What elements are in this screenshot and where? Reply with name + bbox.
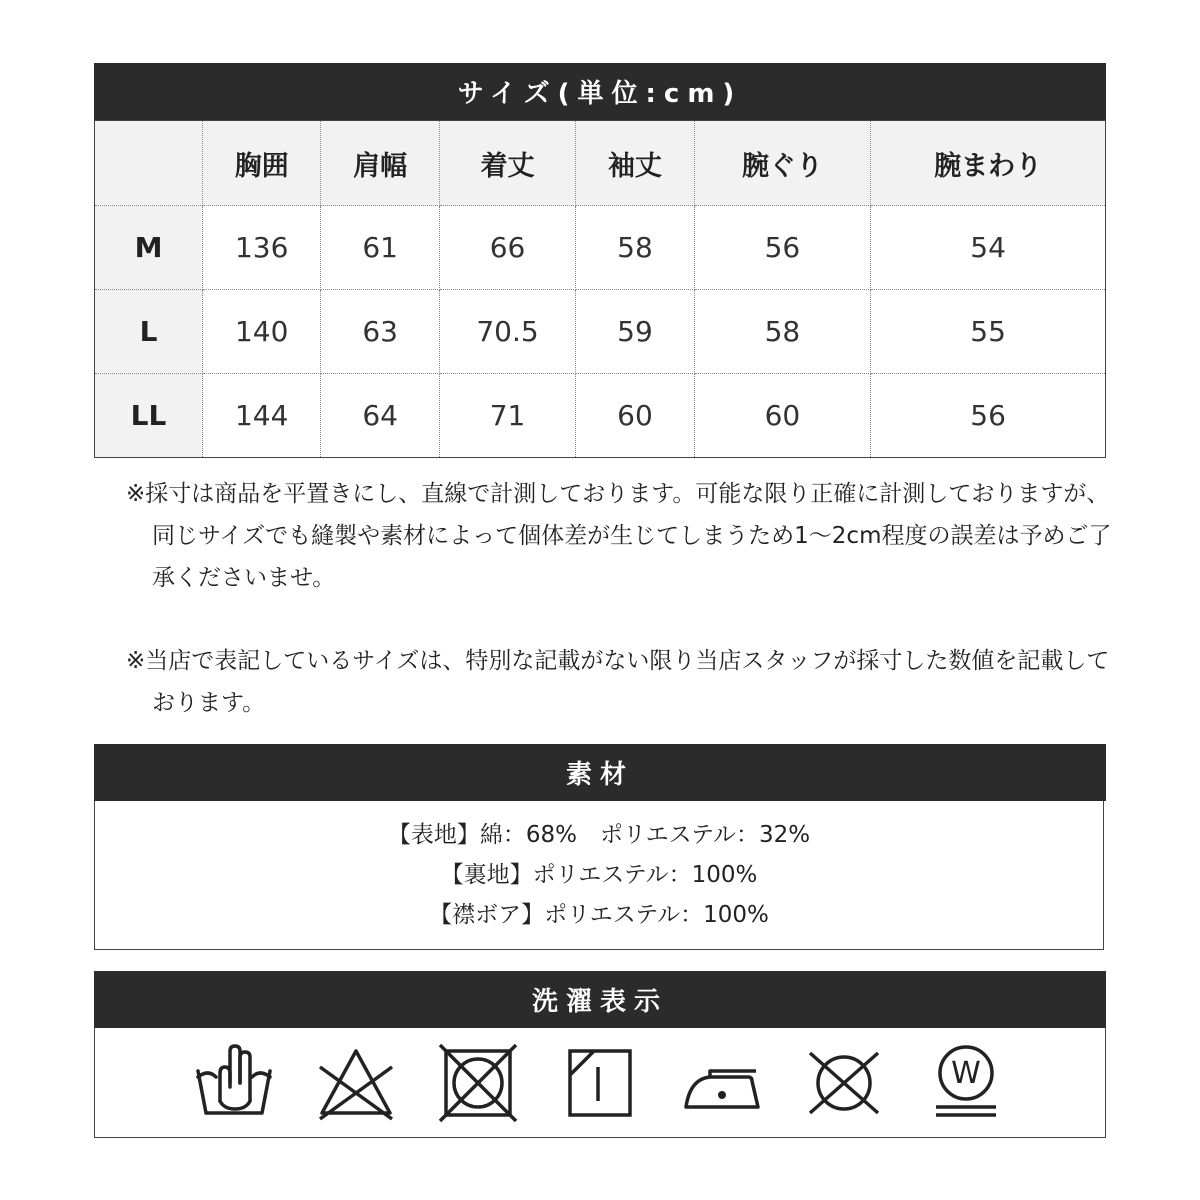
column-header: 袖丈 — [576, 121, 694, 206]
corner-cell — [95, 121, 203, 206]
no-tumble-dry-icon — [438, 1043, 518, 1123]
no-bleach-icon — [316, 1043, 396, 1123]
material-line: 【襟ボア】ポリエステル：100% — [429, 902, 769, 928]
table-cell: 70.5 — [439, 290, 575, 374]
table-row — [95, 374, 1106, 458]
table-cell: 54 — [871, 206, 1106, 290]
table-cell: 136 — [203, 206, 321, 290]
table-cell: 59 — [576, 290, 694, 374]
table-cell: 66 — [439, 206, 575, 290]
material-line: 【表地】綿：68% ポリエステル：32% — [387, 822, 811, 848]
material-header-bar — [94, 744, 1106, 801]
table-cell: 60 — [576, 374, 694, 458]
no-dry-clean-icon — [804, 1043, 884, 1123]
size-header-bar — [94, 63, 1106, 120]
table-cell: 55 — [871, 290, 1106, 374]
row-size-label: M — [95, 206, 203, 290]
size-table — [94, 120, 1106, 458]
care-box — [94, 1028, 1106, 1138]
table-row — [95, 290, 1106, 374]
column-header: 腕ぐり — [694, 121, 871, 206]
row-size-label: L — [95, 290, 203, 374]
column-header: 胸囲 — [203, 121, 321, 206]
row-size-label: LL — [95, 374, 203, 458]
material-box — [94, 801, 1104, 950]
table-cell: 64 — [321, 374, 439, 458]
table-cell: 56 — [871, 374, 1106, 458]
column-header: 着丈 — [439, 121, 575, 206]
table-cell: 144 — [203, 374, 321, 458]
material-title: 素材 — [565, 760, 634, 790]
column-header: 腕まわり — [871, 121, 1106, 206]
column-header: 肩幅 — [321, 121, 439, 206]
hand-wash-icon — [194, 1043, 274, 1123]
table-cell: 58 — [694, 290, 871, 374]
care-title: 洗濯表示 — [531, 987, 668, 1017]
table-cell: 60 — [694, 374, 871, 458]
care-icon-row — [95, 1028, 1105, 1137]
table-cell: 71 — [439, 374, 575, 458]
line-dry-shade-icon — [560, 1043, 640, 1123]
wet-clean-letter: W — [951, 1055, 981, 1091]
size-table-header-row — [95, 121, 1106, 206]
material-line: 【裏地】ポリエステル：100% — [440, 862, 758, 888]
size-title: サイズ(単位:cm) — [457, 79, 743, 109]
sizing-note: ※当店で表記しているサイズは、特別な記載がない限り当店スタッフが採寸した数値を記載しております。 — [126, 648, 1110, 716]
table-cell: 58 — [576, 206, 694, 290]
iron-low-icon — [682, 1043, 762, 1123]
wet-clean-gentle-icon — [926, 1043, 1006, 1123]
table-cell: 140 — [203, 290, 321, 374]
table-cell: 61 — [321, 206, 439, 290]
table-cell: 63 — [321, 290, 439, 374]
care-header-bar — [94, 971, 1106, 1028]
measurement-note: ※採寸は商品を平置きにし、直線で計測しております。可能な限り正確に計測しておりますが、同じサイズでも縫製や素材によって個体差が生じてしまうため1～2cm程度の誤差は予めご了承くださいませ。 — [126, 481, 1112, 591]
table-row — [95, 206, 1106, 290]
table-cell: 56 — [694, 206, 871, 290]
